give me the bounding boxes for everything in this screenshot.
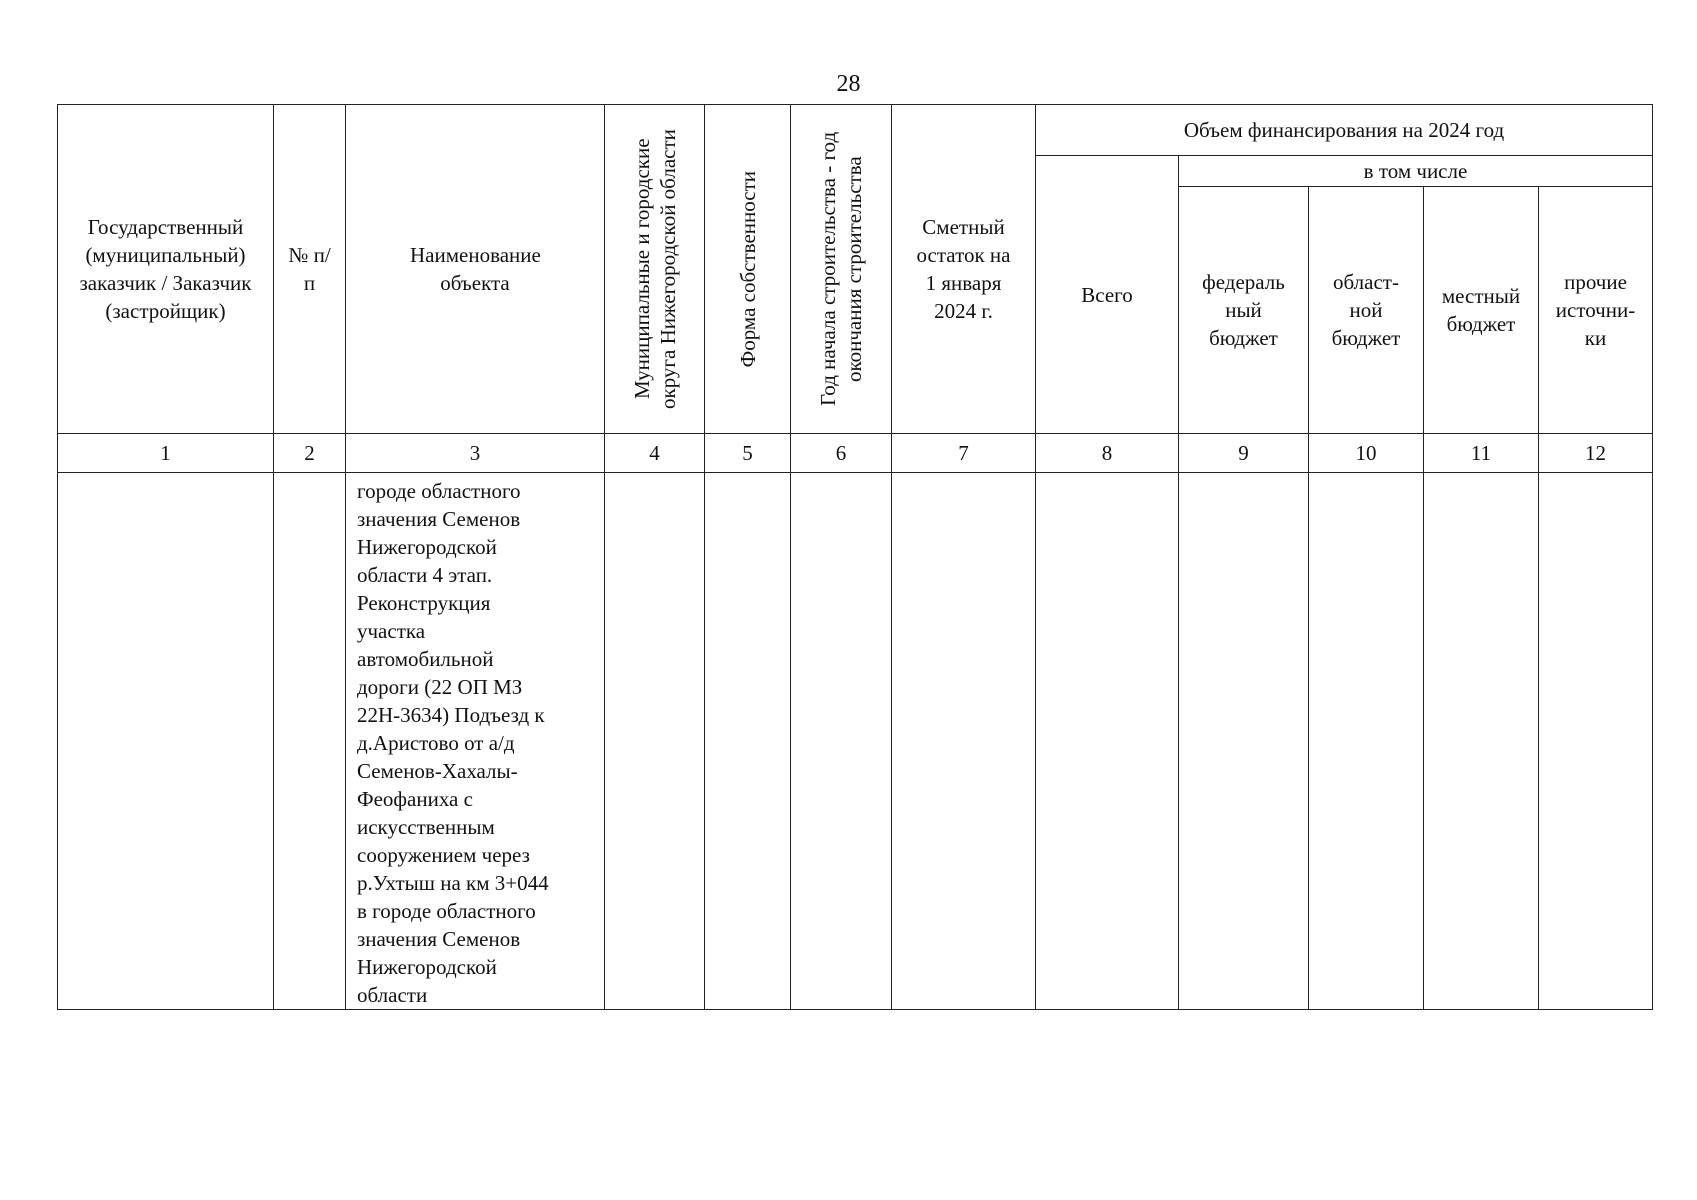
column-number: 7: [892, 434, 1036, 473]
header-object-name: [346, 105, 605, 434]
header-years: [791, 105, 892, 434]
column-number: 10: [1309, 434, 1424, 473]
page-number: 28: [836, 71, 861, 97]
object-name-line: Реконструкция: [357, 591, 491, 615]
object-name-line: дороги (22 ОП МЗ: [357, 675, 523, 699]
object-name-line: сооружением через: [357, 843, 530, 867]
header-districts-label: Муниципальные и городские округа Нижегородской области: [629, 129, 680, 409]
header-number: [274, 105, 346, 434]
cell-customer: [58, 473, 274, 1010]
object-name-line: значения Семенов: [357, 927, 521, 951]
column-numbers-row: [58, 434, 1653, 473]
cell-regional: [1309, 473, 1424, 1010]
cell-estimate-balance: [892, 473, 1036, 1010]
column-number: 4: [605, 434, 705, 473]
header-number-label: № п/п: [288, 243, 331, 295]
header-including-label: в том числе: [1363, 159, 1468, 183]
column-number: 5: [705, 434, 791, 473]
object-name-line: участка: [357, 619, 426, 643]
header-estimate-balance-label: Сметный остаток на 1 января 2024 г.: [916, 215, 1011, 323]
header-other: [1539, 187, 1653, 434]
object-name-line: Феофаниха с: [357, 787, 473, 811]
column-number: 11: [1424, 434, 1539, 473]
cell-ownership: [705, 473, 791, 1010]
object-name-line: Нижегородской: [357, 955, 497, 979]
header-local-label: местный бюджет: [1441, 284, 1521, 336]
header-total-label: Всего: [1081, 282, 1133, 307]
cell-local: [1424, 473, 1539, 1010]
object-name-line: Нижегородской: [357, 535, 497, 559]
object-name-line: городе областного: [357, 479, 521, 503]
header-total: [1036, 156, 1179, 434]
header-federal: [1179, 187, 1309, 434]
header-customer: [58, 105, 274, 434]
cell-years: [791, 473, 892, 1010]
header-federal-label: федераль ный бюджет: [1202, 270, 1285, 350]
header-customer-label: Государственный (муниципальный) заказчик / Заказчик (застройщик): [79, 215, 252, 323]
column-number: 12: [1539, 434, 1653, 473]
cell-object-name: [346, 473, 605, 1010]
header-regional: [1309, 187, 1424, 434]
object-name-line: в городе областного: [357, 899, 536, 923]
object-name-line: искусственным: [357, 815, 495, 839]
header-funding-group: [1036, 105, 1653, 156]
header-row-1: [58, 105, 1653, 156]
header-object-name-label: Наименование объекта: [410, 243, 541, 295]
column-number: 3: [346, 434, 605, 473]
header-years-label: Год начала строительства - год окончания строительства: [816, 131, 866, 407]
cell-other: [1539, 473, 1653, 1010]
object-name-line: Семенов-Хахалы-: [357, 759, 518, 783]
object-name-line: области: [357, 983, 428, 1007]
cell-districts: [605, 473, 705, 1010]
header-funding-group-label: Объем финансирования на 2024 год: [1183, 118, 1505, 142]
cell-number: [274, 473, 346, 1010]
object-name-line: области 4 этап.: [357, 563, 493, 587]
header-including: [1179, 156, 1653, 187]
object-name-line: д.Аристово от а/д: [357, 731, 515, 755]
object-name-line: значения Семенов: [357, 507, 521, 531]
column-number: 1: [58, 434, 274, 473]
financing-table: [57, 104, 1653, 1010]
header-local: [1424, 187, 1539, 434]
header-regional-label: област- ной бюджет: [1331, 270, 1401, 350]
object-name-line: 22Н-3634) Подъезд к: [357, 703, 545, 727]
header-estimate-balance: [892, 105, 1036, 434]
header-ownership-label: Форма собственности: [735, 170, 760, 368]
table-row: [58, 473, 1653, 1010]
column-number: 6: [791, 434, 892, 473]
object-name-line: автомобильной: [357, 647, 494, 671]
object-name-line: р.Ухтыш на км 3+044: [357, 871, 549, 895]
cell-federal: [1179, 473, 1309, 1010]
column-number: 2: [274, 434, 346, 473]
header-ownership: [705, 105, 791, 434]
header-other-label: прочие источни- ки: [1555, 270, 1636, 350]
cell-total: [1036, 473, 1179, 1010]
header-districts: [605, 105, 705, 434]
column-number: 8: [1036, 434, 1179, 473]
column-number: 9: [1179, 434, 1309, 473]
